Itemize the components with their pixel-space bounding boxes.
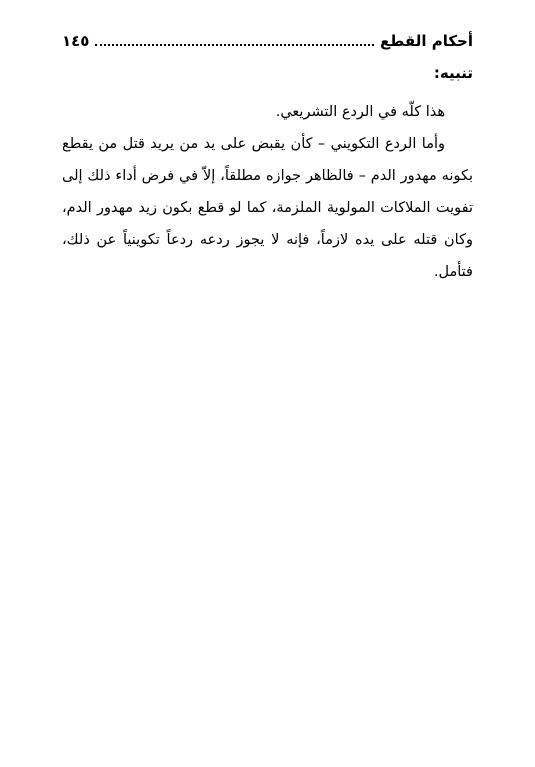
paragraph: هذا كلّه في الردع التشريعي. xyxy=(275,104,445,120)
page-number: ١٤٥ xyxy=(62,32,90,50)
paragraph: وأما الردع التكويني – كأن يقبض على يد من يريد قتل من يقطع بكونه مهدور الدم – فالظاهر جوازه مطلقاً، إلاّ في فرض أداء ذلك إلى تفويت الملاكات المولوية الملزمة، كما لو قطع بكون زيد مهدور الدم، وكان قتله على يده لازماً، فإنه لا يجوز ردعه ردعاً تكوينياً عن ذلك، فتأمل. xyxy=(62,136,473,280)
dotted-leader xyxy=(95,44,374,46)
body-text xyxy=(62,96,473,288)
running-title: أحكام القطع xyxy=(380,32,473,50)
running-header xyxy=(62,30,473,52)
section-heading: تنبيه: xyxy=(433,64,473,82)
